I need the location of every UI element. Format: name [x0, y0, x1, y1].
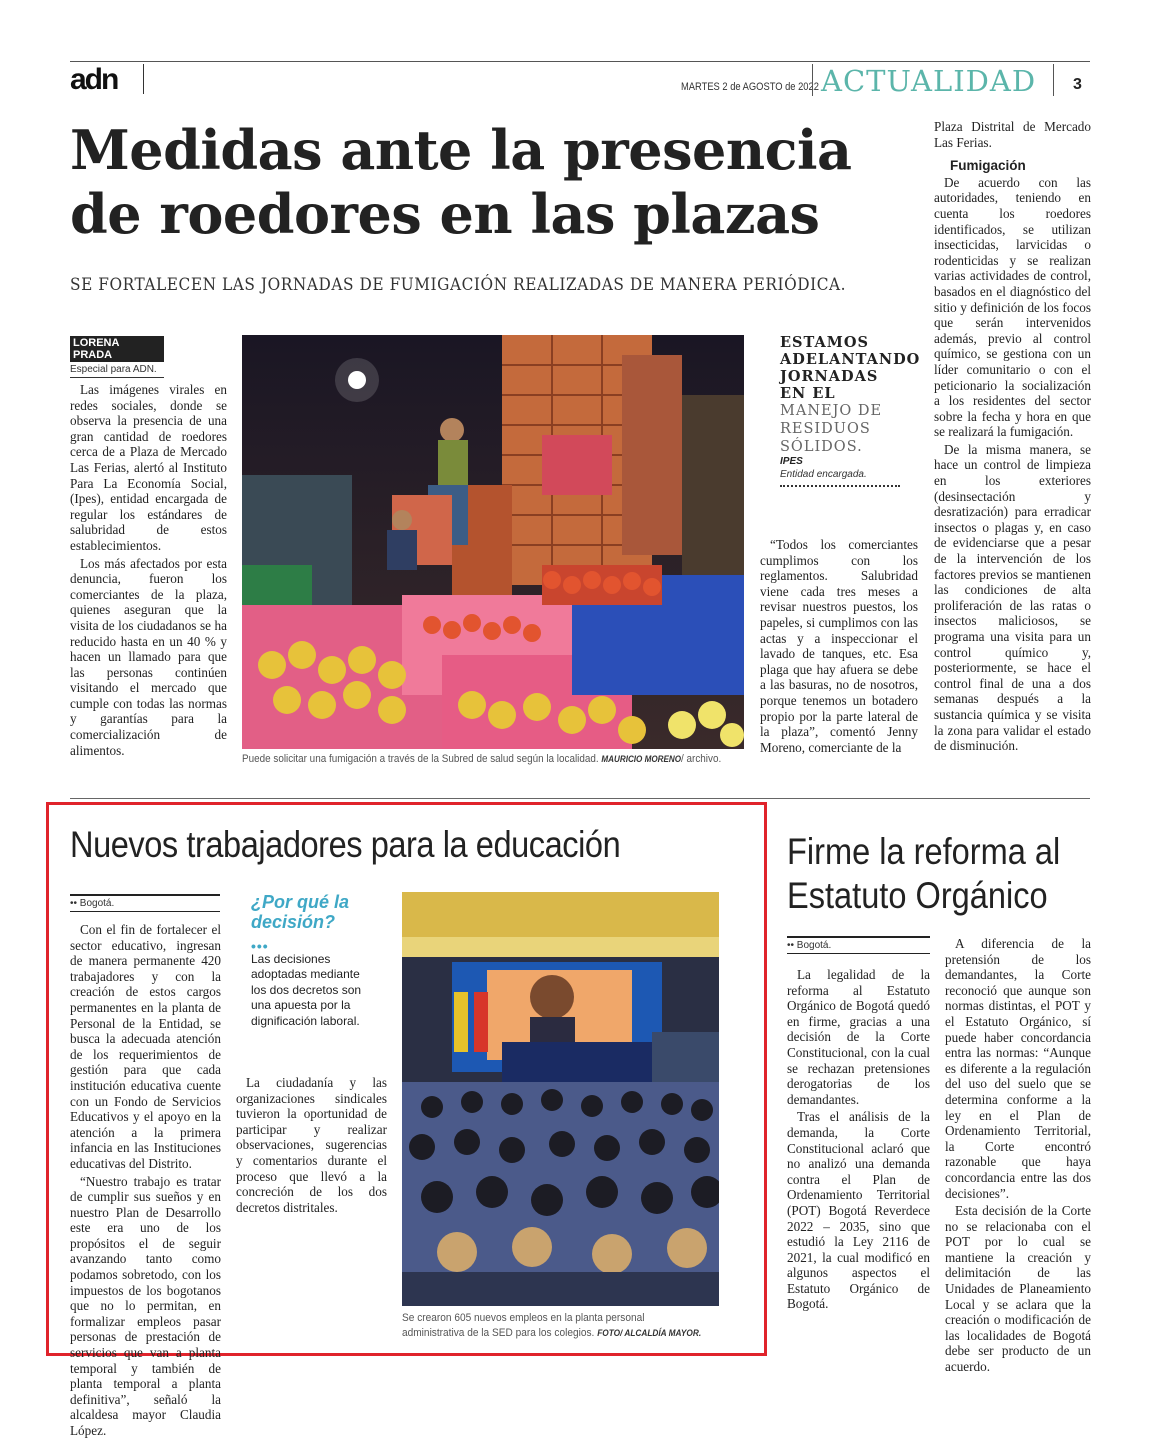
- conference-photo: [402, 892, 719, 1306]
- market-photo-caption: [242, 753, 722, 765]
- photo-credit: FOTO/ ALCALDÍA MAYOR.: [597, 1328, 702, 1338]
- paragraph: “Nuestro trabajo es tratar de cumplir sus sueños y en nuestro Plan de Desarrollo este era uno de los propósitos el de seguir avanzando tanto como podamos sobretodo, con los impuestos de los bogotanos que no lo permitan, en formalizar empleos pasar personas de prestación de servicios que van a planta temporal y también de planta temporal a planta definitiva”, señaló la alcaldesa mayor Claudia López.: [70, 1173, 221, 1438]
- main-column-3: [760, 537, 918, 755]
- section-label: [812, 64, 1054, 96]
- conference-photo-caption: [402, 1311, 706, 1341]
- reform-dateline: •• Bogotá.: [787, 936, 930, 954]
- adn-logo: adn: [70, 63, 118, 96]
- caption-text: Se crearon 605 nuevos empleos en la planta personal administrativa de la SED para los colegios.: [402, 1312, 645, 1339]
- pull-quote: [780, 334, 921, 456]
- paragraph: Los más afectados por esta denuncia, fueron los comerciantes de la plaza, quienes aseguran que la visita de los ciudadanos se ha reducido hasta en un 40 % y hacen un llamado para que las personas continúen visitando el mercado que cumple con todas las normas y garantías para la comercialización de alimentos.: [70, 555, 227, 758]
- education-column-1: [70, 922, 221, 1439]
- dateline-text: Bogotá.: [79, 898, 115, 909]
- sidebar-dots: •••: [251, 938, 269, 954]
- dotted-rule: [780, 485, 900, 487]
- paragraph: Esta decisión de la Corte no se relacionaba con el POT por lo cual se mantiene la creación y delimitación de las Unidades de Planeamiento Local y se aclara que la creación o modificación de las localidades de Bogotá debe ser producto de un acuerdo.: [945, 1203, 1091, 1375]
- dateline-text: Bogotá.: [796, 940, 832, 951]
- paragraph: Con el fin de fortalecer el sector educativo, ingresan de manera permanente 420 trabajadores y con la creación de estos cargos permanentes en la planta de Personal de la Entidad, se busca la adecuada atención de los requerimientos de gestión para que cada institución educativa cuente con un Fondo de Servicios Educativos y el apoyo en la atención a la primera infancia en las Instituciones educativas del Distrito.: [70, 922, 221, 1171]
- paragraph: Tras el análisis de la demanda, la Corte Constitucional aclaró que no analizó una demanda contra el Plan de Ordenamiento Territorial (POT) Bogotá Reverdece 2022 – 2035, sino que estudió la Ley 2116 de 2021, la cual modificó en algunos aspectos el Estatuto Orgánico de Bogotá.: [787, 1109, 930, 1312]
- paragraph: De la misma manera, se hace un control de limpieza en los exteriores (desinsectación y desratización) para erradicar insectos o plagas y, en caso de evidenciarse que a pesar de la intervención de los factores previos se mantienen las condiciones de alta proliferación de las ratas o insectos maliciosos, se programa una visita para un control químico y, posteriormente, se hace el control final de una a dos semanas después a la sustancia química y se visita la zona para validar el estado de disminución.: [934, 441, 1091, 754]
- market-photo-image: [242, 335, 744, 749]
- byline: [70, 336, 164, 378]
- fumigation-subhead: Fumigación: [950, 158, 1026, 174]
- sidebar-title: ¿Por qué la decisión?: [251, 892, 350, 932]
- section-divider: [70, 798, 1090, 799]
- pull-quote-bold: ESTAMOS ADELANTANDO JORNADAS EN EL: [780, 334, 921, 402]
- paragraph: “Todos los comerciantes cumplimos con los reglamentos. Salubridad viene cada tres meses a revisar nuestros puestos, los papeles, si cumplimos con las actas y a inspeccionar el lavado de tanques, etc. Esa plaga que hay afuera se debe a las basuras, no de nosotros, porque tenemos un botadero propio por la parte lateral de la plaza”, comentó Jenny Moreno, comerciante de la: [760, 537, 918, 755]
- sidebar-text: Las decisiones adoptadas mediante los dos decretos son una apuesta por la dignificación laboral.: [251, 952, 362, 1028]
- page-number: 3: [1073, 76, 1082, 93]
- paragraph: Plaza Distrital de Mercado Las Ferias.: [934, 119, 1091, 150]
- caption-text: Puede solicitar una fumigación a través de la Subred de salud según la localidad.: [242, 753, 599, 765]
- photo-credit: MAURICIO MORENO: [601, 754, 682, 764]
- paragraph: La ciudadanía y las organizaciones sindicales tuvieron la oportunidad de participar y realizar observaciones, sugerencias y comentarios durante el proceso que llevó a la concreción de los dos decretos distritales.: [236, 1075, 387, 1215]
- section-name: ACTUALIDAD: [821, 64, 1037, 98]
- issue-date: MARTES 2 de AGOSTO de 2022: [681, 81, 819, 93]
- reform-column-1: [787, 967, 930, 1312]
- logo-divider: [143, 64, 144, 94]
- pull-quote-light: MANEJO DE RESIDUOS SÓLIDOS.: [780, 403, 883, 455]
- main-headline: Medidas ante la presencia de roedores en las plazas: [70, 118, 852, 246]
- header-rule: [70, 61, 1090, 62]
- paragraph: A diferencia de la pretensión de los demandantes, la Corte reconoció que aunque son normas distintas, el POT y el Estatuto Orgánico, sí puede haber concordancia entra las normas: “Aunque es diferente a la regulación del uso del suelo que se determina conforme a la ley en el Plan de Ordenamiento Territorial, la Corte encontró razonable que haya concordancia entre las dos decisiones”.: [945, 936, 1091, 1201]
- byline-role: Especial para ADN.: [70, 364, 164, 378]
- education-column-2: [236, 1075, 387, 1215]
- photo-credit-suffix: / archivo.: [681, 753, 722, 765]
- main-subheadline: SE FORTALECEN LAS JORNADAS DE FUMIGACIÓN REALIZADAS DE MANERA PERIÓDICA.: [70, 275, 847, 294]
- main-column-1: [70, 382, 227, 758]
- reform-column-2: [945, 936, 1091, 1375]
- education-dateline: •• Bogotá.: [70, 894, 220, 912]
- paragraph: De acuerdo con las autoridades, teniendo en cuenta los roedores identificados, se utilizan insecticidas, larvicidas o rodenticidas y se realizan varias actividades de control, basados en el diagnóstico del sitio y definición de los focos que serán intervenidos además, previo al control químico, se gestiona con un líder comunitario o con el peticionario la socialización a los residentes del sector sobre la fecha y hora en que se realizará la fumigación.: [934, 174, 1091, 440]
- paragraph: La legalidad de la reforma al Estatuto Orgánico de Bogotá quedó en firme, gracias a una decisión de la Corte Constitucional, con la cual se rechazan pretensiones derogatorias de los demandantes.: [787, 967, 930, 1107]
- pull-source-role: Entidad encargada.: [780, 469, 867, 480]
- education-headline: Nuevos trabajadores para la educación: [70, 824, 621, 865]
- byline-name: LORENA PRADA: [70, 336, 164, 362]
- paragraph: Las imágenes virales en redes sociales, donde se observa la presencia de una gran cantidad de roedores cerca de a Plaza de Mercado Las Ferias, alertó al Instituto Para La Economía Social, (Ipes), entidad encargada de regular los estándares de salubridad de estos establecimientos.: [70, 382, 227, 553]
- market-photo: [242, 335, 744, 749]
- reform-headline: Firme la reforma al Estatuto Orgánico: [787, 831, 1061, 916]
- main-column-4: [934, 119, 1091, 754]
- pull-source-name: IPES: [780, 456, 803, 467]
- conference-photo-image: [402, 892, 719, 1306]
- pull-quote-source: [780, 455, 900, 481]
